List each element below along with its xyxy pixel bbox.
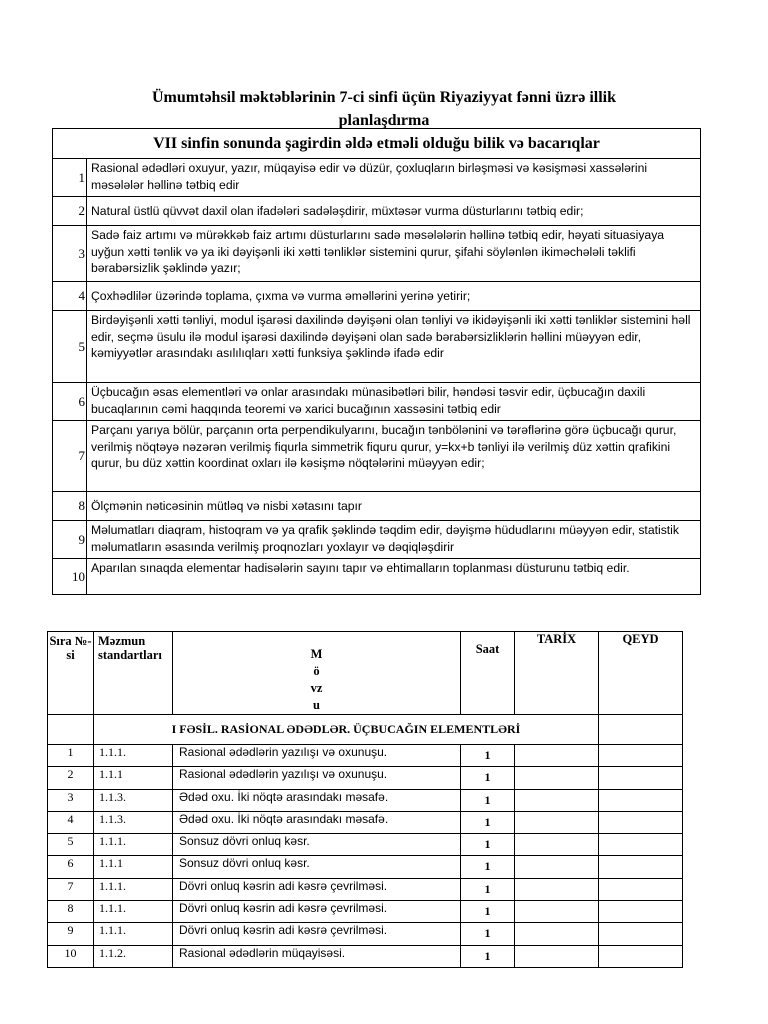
row-standard: 1.1.1. bbox=[94, 878, 173, 900]
row-number: 6 bbox=[48, 856, 94, 878]
plan-row bbox=[48, 945, 683, 967]
outcome-number: 10 bbox=[53, 559, 87, 595]
row-date bbox=[515, 811, 599, 833]
column-header-date: TARİX bbox=[515, 632, 599, 715]
outcome-row bbox=[53, 226, 701, 282]
row-hours: 1 bbox=[461, 945, 515, 967]
row-topic: Ədəd oxu. İki nöqtə arasındakı məsafə. bbox=[173, 811, 461, 833]
row-topic: Dövri onluq kəsrin adi kəsrə çevrilməsi. bbox=[173, 923, 461, 945]
row-date bbox=[515, 834, 599, 856]
outcome-text: Çoxhədlilər üzərində toplama, çıxma və vurma əməllərini yerinə yetirir; bbox=[87, 282, 701, 311]
row-hours: 1 bbox=[461, 856, 515, 878]
outcome-row bbox=[53, 383, 701, 421]
row-notes bbox=[599, 811, 683, 833]
row-number: 1 bbox=[48, 745, 94, 767]
row-number: 3 bbox=[48, 789, 94, 811]
row-hours: 1 bbox=[461, 745, 515, 767]
outcome-row bbox=[53, 492, 701, 521]
row-topic: Dövri onluq kəsrin adi kəsrə çevrilməsi. bbox=[173, 901, 461, 923]
outcome-text: Aparılan sınaqda elementar hadisələrin sayını tapır və ehtimalların toplanması düsturunu tətbiq edir. bbox=[87, 559, 701, 595]
row-notes bbox=[599, 834, 683, 856]
row-topic: Rasional ədədlərin yazılışı və oxunuşu. bbox=[173, 745, 461, 767]
row-number: 10 bbox=[48, 945, 94, 967]
row-topic: Dövri onluq kəsrin adi kəsrə çevrilməsi. bbox=[173, 878, 461, 900]
outcome-number: 7 bbox=[53, 421, 87, 492]
document-title-line2: planlaşdırma bbox=[338, 112, 430, 129]
plan-row bbox=[48, 767, 683, 789]
row-hours: 1 bbox=[461, 811, 515, 833]
outcome-row bbox=[53, 521, 701, 559]
outcome-number: 5 bbox=[53, 311, 87, 383]
document-title bbox=[60, 86, 708, 132]
row-topic: Rasional ədədlərin müqayisəsi. bbox=[173, 945, 461, 967]
row-notes bbox=[599, 745, 683, 767]
row-notes bbox=[599, 945, 683, 967]
row-notes bbox=[599, 856, 683, 878]
learning-outcomes-table bbox=[52, 128, 701, 595]
row-number: 4 bbox=[48, 811, 94, 833]
annual-plan-table bbox=[47, 631, 683, 968]
plan-header-row bbox=[48, 632, 683, 715]
row-date bbox=[515, 901, 599, 923]
row-hours: 1 bbox=[461, 901, 515, 923]
column-header-order: Sıra №-si bbox=[48, 632, 94, 715]
outcome-text: Rasional ədədləri oxuyur, yazır, müqayisə edir və düzür, çoxluqların birləşməsi və kəsişməsi xassələrini məsələlər həllinə tətbiq edir bbox=[87, 159, 701, 197]
topic-header-part: M bbox=[310, 647, 323, 661]
outcome-text: Parçanı yarıya bölür, parçanın orta perpendikulyarını, bucağın tənbölənini və tərəflərinə görə üçbucağı qurur, verilmiş nöqtəyə nəzərən verilmiş fiqurla simmetrik fiquru qurur, y=kx+b tənliyi ilə verilmiş düz xəttin qrafikini qurur, bu düz xəttin koordinat oxları ilə kəsişmə nöqtələrini müəyyən edir; bbox=[87, 421, 701, 492]
row-standard: 1.1.1. bbox=[94, 901, 173, 923]
outcome-row bbox=[53, 311, 701, 383]
column-header-standards: Məzmun standartları bbox=[94, 632, 173, 715]
outcome-number: 3 bbox=[53, 226, 87, 282]
row-number: 9 bbox=[48, 923, 94, 945]
row-standard: 1.1.1 bbox=[94, 856, 173, 878]
document-title-line1: Ümumtəhsil məktəblərinin 7-ci sinfi üçün Riyaziyyat fənni üzrə illik bbox=[152, 89, 616, 106]
plan-row bbox=[48, 789, 683, 811]
row-topic: Rasional ədədlərin yazılışı və oxunuşu. bbox=[173, 767, 461, 789]
column-header-hours: Saat bbox=[461, 632, 515, 715]
row-standard: 1.1.1 bbox=[94, 767, 173, 789]
section-empty-cell bbox=[48, 715, 94, 745]
row-date bbox=[515, 923, 599, 945]
plan-row bbox=[48, 745, 683, 767]
row-topic: Ədəd oxu. İki nöqtə arasındakı məsafə. bbox=[173, 789, 461, 811]
column-header-topic bbox=[173, 632, 461, 715]
row-number: 7 bbox=[48, 878, 94, 900]
row-number: 8 bbox=[48, 901, 94, 923]
learning-outcomes-header: VII sinfin sonunda şagirdin əldə etməli olduğu bilik və bacarıqlar bbox=[53, 129, 701, 159]
outcome-row bbox=[53, 159, 701, 197]
outcome-row bbox=[53, 559, 701, 595]
outcome-text: Birdəyişənli xətti tənliyi, modul işarəsi daxilində dəyişəni olan tənliyi və ikidəyişənli iki xətti tənliklər sistemini həll edir, seçmə üsulu ilə modul işarəsi daxilində dəyişəni olan sadə bərabərsizliklərin həllini müəyyən edir, kəmiyyətlər arasındakı asılılıqları xətti funksiya şəklində ifadə edir bbox=[87, 311, 701, 383]
row-date bbox=[515, 856, 599, 878]
row-notes bbox=[599, 767, 683, 789]
outcome-text: Ölçmənin nəticəsinin mütləq və nisbi xətasını tapır bbox=[87, 492, 701, 521]
row-notes bbox=[599, 789, 683, 811]
outcome-row bbox=[53, 282, 701, 311]
row-hours: 1 bbox=[461, 923, 515, 945]
outcome-number: 9 bbox=[53, 521, 87, 559]
row-hours: 1 bbox=[461, 878, 515, 900]
row-date bbox=[515, 878, 599, 900]
row-date bbox=[515, 767, 599, 789]
row-standard: 1.1.3. bbox=[94, 789, 173, 811]
row-standard: 1.1.3. bbox=[94, 811, 173, 833]
row-date bbox=[515, 745, 599, 767]
plan-row bbox=[48, 878, 683, 900]
row-notes bbox=[599, 923, 683, 945]
outcome-text: Natural üstlü qüvvət daxil olan ifadələri sadələşdirir, müxtəsər vurma düsturlarını tətbiq edir; bbox=[87, 197, 701, 226]
row-notes bbox=[599, 901, 683, 923]
outcome-number: 6 bbox=[53, 383, 87, 421]
outcome-number: 2 bbox=[53, 197, 87, 226]
row-standard: 1.1.1. bbox=[94, 834, 173, 856]
section-title: I FƏSİL. RASİONAL ƏDƏDLƏR. ÜÇBUCAĞIN ELEMENTLƏRİ bbox=[94, 715, 599, 745]
row-date bbox=[515, 945, 599, 967]
learning-outcomes-header-row bbox=[53, 129, 701, 159]
outcome-row bbox=[53, 421, 701, 492]
row-standard: 1.1.2. bbox=[94, 945, 173, 967]
row-topic: Sonsuz dövri onluq kəsr. bbox=[173, 834, 461, 856]
row-number: 5 bbox=[48, 834, 94, 856]
section-empty-cell bbox=[599, 715, 683, 745]
plan-row bbox=[48, 834, 683, 856]
row-hours: 1 bbox=[461, 834, 515, 856]
plan-row bbox=[48, 811, 683, 833]
row-standard: 1.1.1. bbox=[94, 923, 173, 945]
outcome-number: 1 bbox=[53, 159, 87, 197]
topic-header-part: vz bbox=[310, 681, 323, 695]
topic-header-part: ö bbox=[313, 664, 320, 678]
row-number: 2 bbox=[48, 767, 94, 789]
row-hours: 1 bbox=[461, 767, 515, 789]
row-date bbox=[515, 789, 599, 811]
column-header-notes: QEYD bbox=[599, 632, 683, 715]
plan-row bbox=[48, 856, 683, 878]
plan-row bbox=[48, 901, 683, 923]
row-standard: 1.1.1. bbox=[94, 745, 173, 767]
outcome-text: Üçbucağın əsas elementləri və onlar arasındakı münasibətləri bilir, həndəsi təsvir edir, üçbucağın daxili bucaqlarının cəmi haqqında teoremi və xarici bucağının xassəsini tətbiq edir bbox=[87, 383, 701, 421]
topic-header-part: u bbox=[313, 698, 320, 712]
outcome-text: Məlumatları diaqram, histoqram və ya qrafik şəklində təqdim edir, dəyişmə hüdudlarını müəyyən edir, statistik məlumatların əsasında verilmiş proqnozları yoxlayır və dəqiqləşdirir bbox=[87, 521, 701, 559]
outcome-row bbox=[53, 197, 701, 226]
row-hours: 1 bbox=[461, 789, 515, 811]
outcome-text: Sadə faiz artımı və mürəkkəb faiz artımı düsturlarını sadə məsələlərin həllinə tətbiq edir, həyati situasiyaya uyğun xətti tənlik və ya iki dəyişənli iki xətti tənliklər sistemini qurur, şifahi söylənlən ikiməchələli təklifi bərabərsizlik şəklində yazır; bbox=[87, 226, 701, 282]
row-topic: Sonsuz dövri onluq kəsr. bbox=[173, 856, 461, 878]
section-row bbox=[48, 715, 683, 745]
outcome-number: 8 bbox=[53, 492, 87, 521]
plan-row bbox=[48, 923, 683, 945]
row-notes bbox=[599, 878, 683, 900]
outcome-number: 4 bbox=[53, 282, 87, 311]
